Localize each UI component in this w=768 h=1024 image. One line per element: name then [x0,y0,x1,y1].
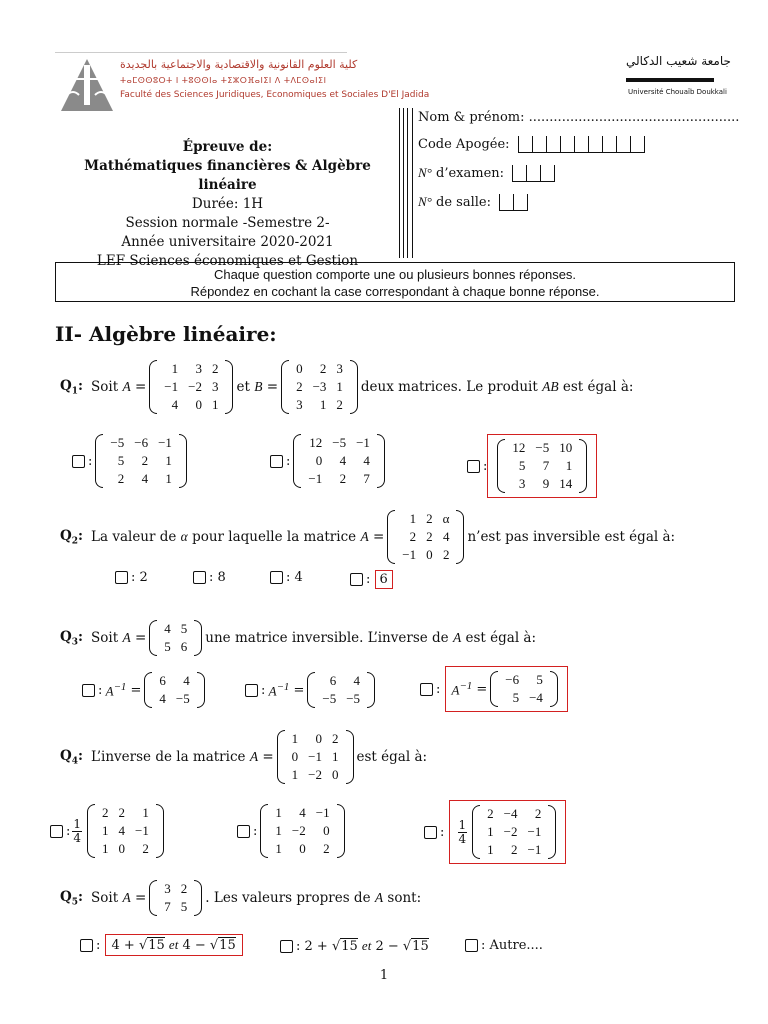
matrix-entry: 1 [332,749,339,764]
matrix-entry: 2 [141,453,149,468]
matrix-entry: 1 [102,841,109,856]
room-number-label: de salle: [436,195,491,210]
option-text: Autre.... [489,938,543,953]
matrix-entry: −6 [134,435,149,450]
matrix-entry: 1 [275,805,282,820]
question-label: $Q_5$: [60,888,84,908]
matrix-entry: 5 [180,621,188,636]
checkbox[interactable] [245,684,258,697]
matrix-entry: −2 [503,824,518,839]
question-text: L’inverse de la matrice [91,749,246,765]
matrix-entry: 2 [409,529,417,544]
faculty-name-arabic: كلية العلوم القانونية والاقتصادية والاجتماعية بالجديدة [120,58,358,71]
matrix-entry: 0 [291,749,299,764]
matrix-entry: 1 [211,397,219,412]
option-matrix [260,804,344,858]
matrix-entry: 2 [339,471,347,486]
right-paren [548,805,556,859]
matrix-entry: 1 [291,767,299,782]
apogee-label: Code Apogée: [418,137,510,152]
matrix-entry: 7 [363,471,370,486]
university-logo-bar [626,78,714,82]
fraction-one-quarter: $\frac{1}{4}$ [458,817,467,846]
matrix-entry: 2 [211,361,219,376]
matrix-entry: −1 [164,379,179,394]
matrix-entry: 2 [426,529,433,544]
matrix-entry: 0 [296,361,303,376]
exam-info [60,138,395,271]
matrix-entry: −1 [315,805,330,820]
matrix-entry: α [442,511,450,526]
matrix-entry: 1 [102,823,109,838]
matrix-entry: 2 [319,361,327,376]
question-4: $Q_4$: L’inverse de la matrice A = 1 0 2 0 −1 1 1 −2 0 est égal à: [60,731,428,782]
matrix-entry: 1 [171,361,179,376]
exam-duration: Durée: 1H [191,196,264,212]
matrix-entry: −1 [158,435,172,450]
right-paren [194,620,202,656]
exam-program: LEF Sciences économiques et Gestion [96,253,359,269]
q5-option-1[interactable]: : 4 + √ 15 et 4 − √ 15 [80,934,243,956]
question-text: . Les valeurs propres de [205,890,371,906]
matrix-entry: 2 [323,841,330,856]
matrix-entry: 4 [183,673,190,688]
matrix-entry: −1 [135,823,149,838]
q2-option-3[interactable]: : 4 [270,570,303,585]
question-3: $Q_3$: Soit A = 4 5 5 6 une matrice inversible. L’inverse de A est égal à: [60,621,537,654]
matrix-entry: 1 [487,824,494,839]
matrix-entry: 10 [559,440,573,455]
matrix-entry: 4 [141,471,149,486]
matrix-entry: −3 [312,379,327,394]
right-paren [156,804,164,858]
matrix-entry: −2 [291,823,306,838]
matrix-entry: 0 [332,767,339,782]
matrix-entry: 2 [336,397,343,412]
n-symbol: N° [418,165,432,180]
matrix-entry: 4 [159,691,166,706]
matrix-entry: 4 [164,621,171,636]
correct-answer-highlight [449,800,567,864]
correct-answer-highlight: 4 + √ 15 et 4 − √ 15 [105,934,243,956]
q1-option-3[interactable]: : 12 −5 10 5 7 1 3 9 14 [467,434,597,498]
option-matrix [293,434,385,488]
question-text: sont: [387,890,422,906]
matrix-entry: 0 [195,397,202,412]
right-paren [550,671,558,707]
question-text: est égal à: [356,749,428,765]
matrix-a [149,620,202,656]
matrix-entry: 4 [171,397,179,412]
matrix-entry: 3 [336,361,343,376]
option-matrix [490,671,558,707]
correct-answer-highlight: 6 [375,570,393,589]
matrix-entry: 6 [159,673,166,688]
matrix-entry: −5 [332,435,347,450]
matrix-entry: 14 [559,476,573,491]
q3-option-3[interactable]: : $A^{-1}$ = −6 5 5 −4 [420,666,568,712]
matrix-entry: 7 [542,458,550,473]
checkbox[interactable] [237,825,250,838]
instructions-line-1: Chaque question comporte une ou plusieurs bonnes réponses. [213,267,577,282]
matrix-entry: 2 [442,547,450,562]
matrix-entry: 0 [323,823,330,838]
matrix-entry: −5 [346,691,361,706]
question-label: $Q_3$: [60,628,84,648]
question-text: deux matrices. Le produit [360,379,538,395]
question-text: n’est pas inversible est égal à: [467,529,676,545]
checkbox[interactable] [82,684,95,697]
matrix-entry: −5 [110,435,125,450]
q3-option-1[interactable]: : $A^{-1}$ = 6 4 4 −5 [82,672,208,708]
matrix-entry: 0 [426,547,433,562]
left-paren [387,510,395,564]
matrix-entry: 9 [542,476,550,491]
fraction-one-quarter: $\frac{1}{4}$ [73,816,82,845]
matrix-entry: 1 [291,731,299,746]
question-text: et [236,379,250,395]
matrix-entry: 2 [534,806,542,821]
q3-option-2[interactable]: : $A^{-1}$ = 6 4 −5 −5 [245,672,378,708]
matrix-entry: 4 [118,823,126,838]
matrix-entry: 0 [118,841,126,856]
matrix-entry: 2 [332,731,339,746]
checkbox[interactable] [72,455,85,468]
faculty-name-french: Faculté des Sciences Juridiques, Economiques et Sociales D'El Jadida [120,90,430,100]
matrix-entry: 1 [319,397,327,412]
q5-option-2[interactable]: : 2 + √ 15 et 2 − √ 15 [280,938,429,954]
left-paren [95,434,103,488]
matrix-entry: 0 [315,731,323,746]
matrix-a [149,880,202,916]
question-5: $Q_5$: Soit A = 3 2 7 5 . Les valeurs propres de A sont: [60,881,422,914]
checkbox[interactable] [80,939,93,952]
matrix-entry: 2 [102,805,109,820]
matrix-entry: 6 [329,673,337,688]
matrix-entry: 4 [363,453,370,468]
checkbox[interactable] [115,571,128,584]
q1-option-1[interactable]: : −5 −6 −1 5 2 1 2 4 1 [72,434,190,488]
question-text: pour laquelle la matrice [192,529,357,545]
matrix-entry: 4 [442,529,450,544]
room-number-field[interactable] [418,194,528,211]
exam-year: Année universitaire 2020-2021 [121,234,334,250]
matrix-entry: 5 [117,453,125,468]
matrix-a [387,510,464,564]
matrix-entry: 2 [142,841,149,856]
option-matrix [144,672,204,708]
matrix-entry: 1 [165,453,172,468]
option-matrix [472,805,556,859]
n-symbol: N° [418,194,432,209]
matrix-entry: 2 [296,379,303,394]
matrix-entry: 12 [512,440,526,455]
q1-option-2[interactable]: : 12 −5 −1 0 4 4 −1 2 7 [270,434,388,488]
section-title: II- Algèbre linéaire: [55,322,277,346]
option-matrix [87,804,164,858]
q4-option-3[interactable]: : $\frac{1}{4}$ 2 −4 2 1 −2 −1 1 2 −1 [424,800,566,864]
right-paren [367,672,375,708]
instructions-box [55,262,735,302]
right-paren [194,880,202,916]
matrix-entry: 1 [565,458,573,473]
exam-number-field[interactable] [418,165,555,182]
matrix-entry: 1 [142,805,149,820]
exam-session: Session normale -Semestre 2- [125,215,330,231]
option-matrix [95,434,187,488]
matrix-entry: 0 [299,841,306,856]
question-text: Soit [91,890,119,906]
matrix-entry: 4 [299,805,306,820]
right-paren [346,730,354,784]
faculty-name-amazigh: ⵜⴰⵎⵙⵙⵓⵔⵜ ⵏ ⵜⵓⵙⵙⵏⴰ ⵜⵉⵣⵔⴼⴰⵏⵉⵏ ⴷ ⵜⴷⵎⵙⴰⵏⵉⵏ [120,76,327,85]
matrix-entry: 4 [353,673,361,688]
matrix-entry: 3 [211,379,219,394]
matrix-entry: 5 [518,458,526,473]
question-text: Soit [91,630,119,646]
question-text: La valeur de [91,529,177,545]
checkbox[interactable] [50,825,63,838]
matrix-entry: 5 [180,899,188,914]
matrix-entry: 2 [180,881,188,896]
q2-option-2[interactable]: : 8 [193,570,226,585]
matrix-entry: −6 [505,672,520,687]
matrix-entry: 1 [336,379,343,394]
matrix-entry: 3 [195,361,202,376]
matrix-entry: −2 [188,379,202,394]
exam-subject: Mathématiques financières & Algèbre linéaire [84,158,371,193]
question-label: $Q_4$: [60,747,84,767]
name-field[interactable]: Nom & prénom: ................................................... [418,110,740,125]
left-paren [307,672,315,708]
left-paren [497,439,505,493]
matrix-entry: 5 [164,639,171,654]
checkbox[interactable] [467,460,480,473]
matrix-entry: 2 [426,511,433,526]
right-paren [179,434,187,488]
left-paren [144,672,152,708]
faculty-emblem-icon [59,55,115,113]
checkbox[interactable] [424,826,437,839]
question-text: est égal à: [465,630,537,646]
right-paren [337,804,345,858]
checkbox[interactable] [350,573,363,586]
right-paren [377,434,385,488]
question-text: est égal à: [562,379,634,395]
left-paren [293,434,301,488]
matrix-a [277,730,354,784]
checkbox[interactable] [270,455,283,468]
question-text: une matrice inversible. L’inverse de [205,630,449,646]
right-paren [197,672,205,708]
matrix-entry: 12 [309,435,323,450]
matrix-b [281,360,358,414]
right-paren [579,439,587,493]
q2-option-4[interactable]: : 6 [350,570,393,589]
left-paren [149,880,157,916]
question-2: $Q_2$: La valeur de α pour laquelle la matrice A = 1 2 α 2 2 4 −1 0 2 n’est pas inversible est égal à: [60,511,676,562]
option-matrix [497,439,587,493]
checkbox[interactable] [280,940,293,953]
question-1: $Q_1$: Soit A = 1 3 2 −1 −2 3 4 0 1 et B = 0 2 3 2 −3 1 3 1 2 deux matrices. Le produit AB est égal à: [60,361,634,412]
matrix-entry: 3 [296,397,303,412]
matrix-entry: −1 [527,824,542,839]
matrix-entry: −1 [308,749,323,764]
matrix-a [149,360,233,414]
apogee-boxes[interactable] [518,136,645,153]
matrix-entry: −5 [322,691,337,706]
q2-option-1[interactable]: : 2 [115,570,148,585]
matrix-entry: 3 [164,881,171,896]
matrix-entry: −4 [503,806,518,821]
matrix-entry: 0 [315,453,323,468]
question-text: Soit [91,379,119,395]
matrix-entry: −1 [308,471,323,486]
matrix-entry: 1 [487,842,494,857]
instructions-line-2: Répondez en cochant la case correspondant à chaque bonne réponse. [190,284,600,299]
correct-answer-highlight [487,434,597,498]
room-number-boxes[interactable] [499,194,528,211]
matrix-entry: 1 [409,511,417,526]
left-paren [149,360,157,414]
university-name-french: Université Chouaïb Doukkali [628,88,727,96]
right-paren [456,510,464,564]
matrix-entry: 5 [512,690,520,705]
matrix-entry: −2 [308,767,323,782]
matrix-entry: 6 [180,639,188,654]
question-label: $Q_2$: [60,527,84,547]
matrix-entry: −1 [527,842,542,857]
right-paren [225,360,233,414]
header-divider [399,108,413,258]
left-paren [87,804,95,858]
apogee-field[interactable] [418,136,645,153]
matrix-entry: 1 [275,841,282,856]
matrix-entry: 5 [536,672,543,687]
matrix-entry: −4 [529,690,543,705]
matrix-entry: 1 [275,823,282,838]
checkbox[interactable] [465,939,478,952]
checkbox[interactable] [193,571,206,584]
matrix-entry: 1 [165,471,172,486]
matrix-entry: −1 [402,547,417,562]
matrix-entry: 2 [117,471,125,486]
matrix-entry: 4 [339,453,347,468]
matrix-entry: 2 [118,805,126,820]
question-label: $Q_1$: [60,377,84,397]
exam-title: Épreuve de: [182,139,273,155]
exam-number-boxes[interactable] [512,165,555,182]
matrix-entry: 2 [511,842,518,857]
left-paren [277,730,285,784]
university-name-arabic: جامعة شعيب الدكالي [626,54,731,68]
matrix-entry: 7 [164,899,171,914]
left-paren [281,360,289,414]
matrix-entry: −5 [175,691,190,706]
page-number: 1 [379,968,389,983]
matrix-entry: 3 [518,476,526,491]
matrix-entry: −1 [356,435,370,450]
matrix-entry: 2 [487,806,494,821]
q5-option-3[interactable]: : Autre.... [465,938,543,953]
checkbox[interactable] [420,683,433,696]
left-paren [260,804,268,858]
left-paren [149,620,157,656]
right-paren [350,360,358,414]
left-paren [472,805,480,859]
left-paren [490,671,498,707]
option-matrix [307,672,375,708]
exam-number-label: d’examen: [436,166,505,181]
q4-option-1[interactable]: : $\frac{1}{4}$ 2 2 1 1 4 −1 1 0 2 [50,804,167,858]
correct-answer-highlight: $A^{-1}$ = −6 5 5 −4 [445,666,568,712]
matrix-entry: −5 [535,440,550,455]
q4-option-2[interactable]: : 1 4 −1 1 −2 0 1 0 2 [237,804,348,858]
checkbox[interactable] [270,571,283,584]
